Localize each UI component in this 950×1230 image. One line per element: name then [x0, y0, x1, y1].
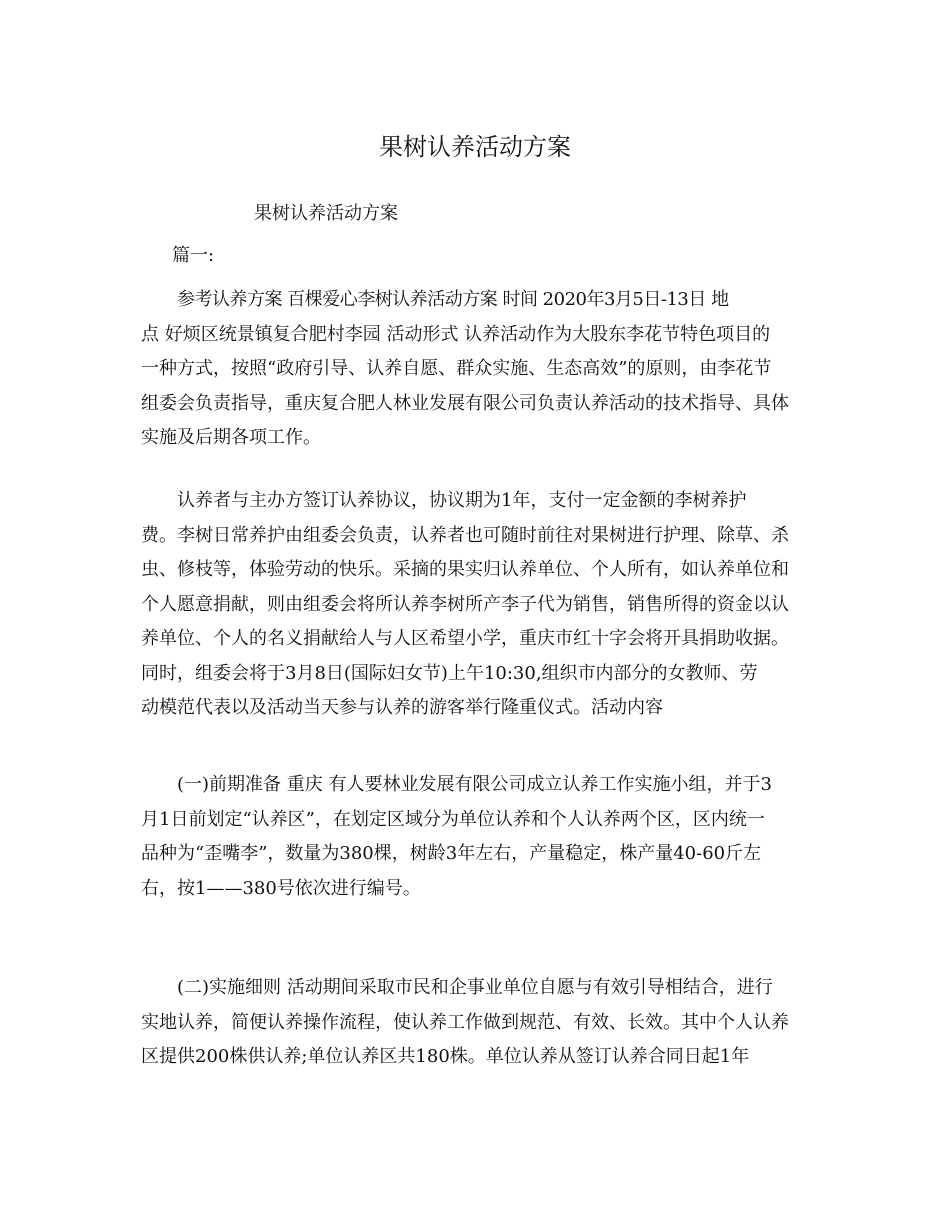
paragraph-line: 区提供200株供认养;单位认养区共180株。单位认养从签订认养合同日起1年	[141, 1046, 750, 1067]
document-title: 果树认养活动方案	[379, 133, 571, 161]
paragraph-line: (一)前期准备 重庆 有人要林业发展有限公司成立认养工作实施小组，并于3	[177, 774, 772, 795]
paragraph-line: 参考认养方案 百棵爱心李树认养活动方案 时间 2020年3月5日-13日 地	[177, 289, 729, 310]
paragraph-line: 组委会负责指导，重庆复合肥人林业发展有限公司负责认养活动的技术指导、具体	[141, 392, 789, 414]
paragraph-line: 虫、修枝等，体验劳动的快乐。采摘的果实归认养单位、个人所有，如认养单位和	[141, 559, 789, 580]
paragraph-line: 右，按1——380号依次进行编号。	[141, 877, 421, 899]
paragraph-line: 动模范代表以及活动当天参与认养的游客举行隆重仪式。活动内容	[141, 697, 663, 718]
paragraph-line: 品种为“歪嘴李”，数量为380棵，树龄3年左右，产量稳定，株产量40-60斤左	[141, 843, 762, 864]
paragraph-line: 点 好烦区统景镇复合肥村李园 活动形式 认养活动作为大股东李花节特色项目的	[141, 323, 771, 345]
paragraph-line: 月1日前划定“认养区”，在划定区域分为单位认养和个人认养两个区，区内统一	[141, 808, 765, 830]
paragraph-line: 费。李树日常养护由组委会负责，认养者也可随时前往对果树进行护理、除草、杀	[141, 524, 789, 546]
section-label: 篇一:	[172, 245, 215, 266]
document-subtitle: 果树认养活动方案	[254, 203, 398, 224]
paragraph-line: 实施及后期各项工作。	[141, 427, 321, 448]
paragraph-line: 个人愿意捐献，则由组委会将所认养李树所产李子代为销售，销售所得的资金以认	[141, 593, 789, 615]
paragraph-line: 认养者与主办方签订认养协议，协议期为1年，支付一定金额的李树养护	[177, 490, 747, 511]
paragraph-line: (二)实施细则 活动期间采取市民和企事业单位自愿与有效引导相结合，进行	[177, 977, 773, 998]
paragraph-line: 实地认养，简便认养操作流程，使认养工作做到规范、有效、长效。其中个人认养	[141, 1011, 789, 1033]
paragraph-line: 同时，组委会将于3月8日(国际妇女节)上午10:30,组织市内部分的女教师、劳	[141, 662, 758, 684]
paragraph-4	[141, 971, 817, 1075]
paragraph-line: 一种方式，按照“政府引导、认养自愿、群众实施、生态高效”的原则，由李花节	[141, 358, 772, 379]
paragraph-2	[141, 484, 817, 726]
paragraph-3	[141, 768, 817, 906]
paragraph-1	[141, 283, 817, 456]
paragraph-line: 养单位、个人的名义捐献给人与人区希望小学，重庆市红十字会将开具捐助收据。	[141, 628, 789, 649]
